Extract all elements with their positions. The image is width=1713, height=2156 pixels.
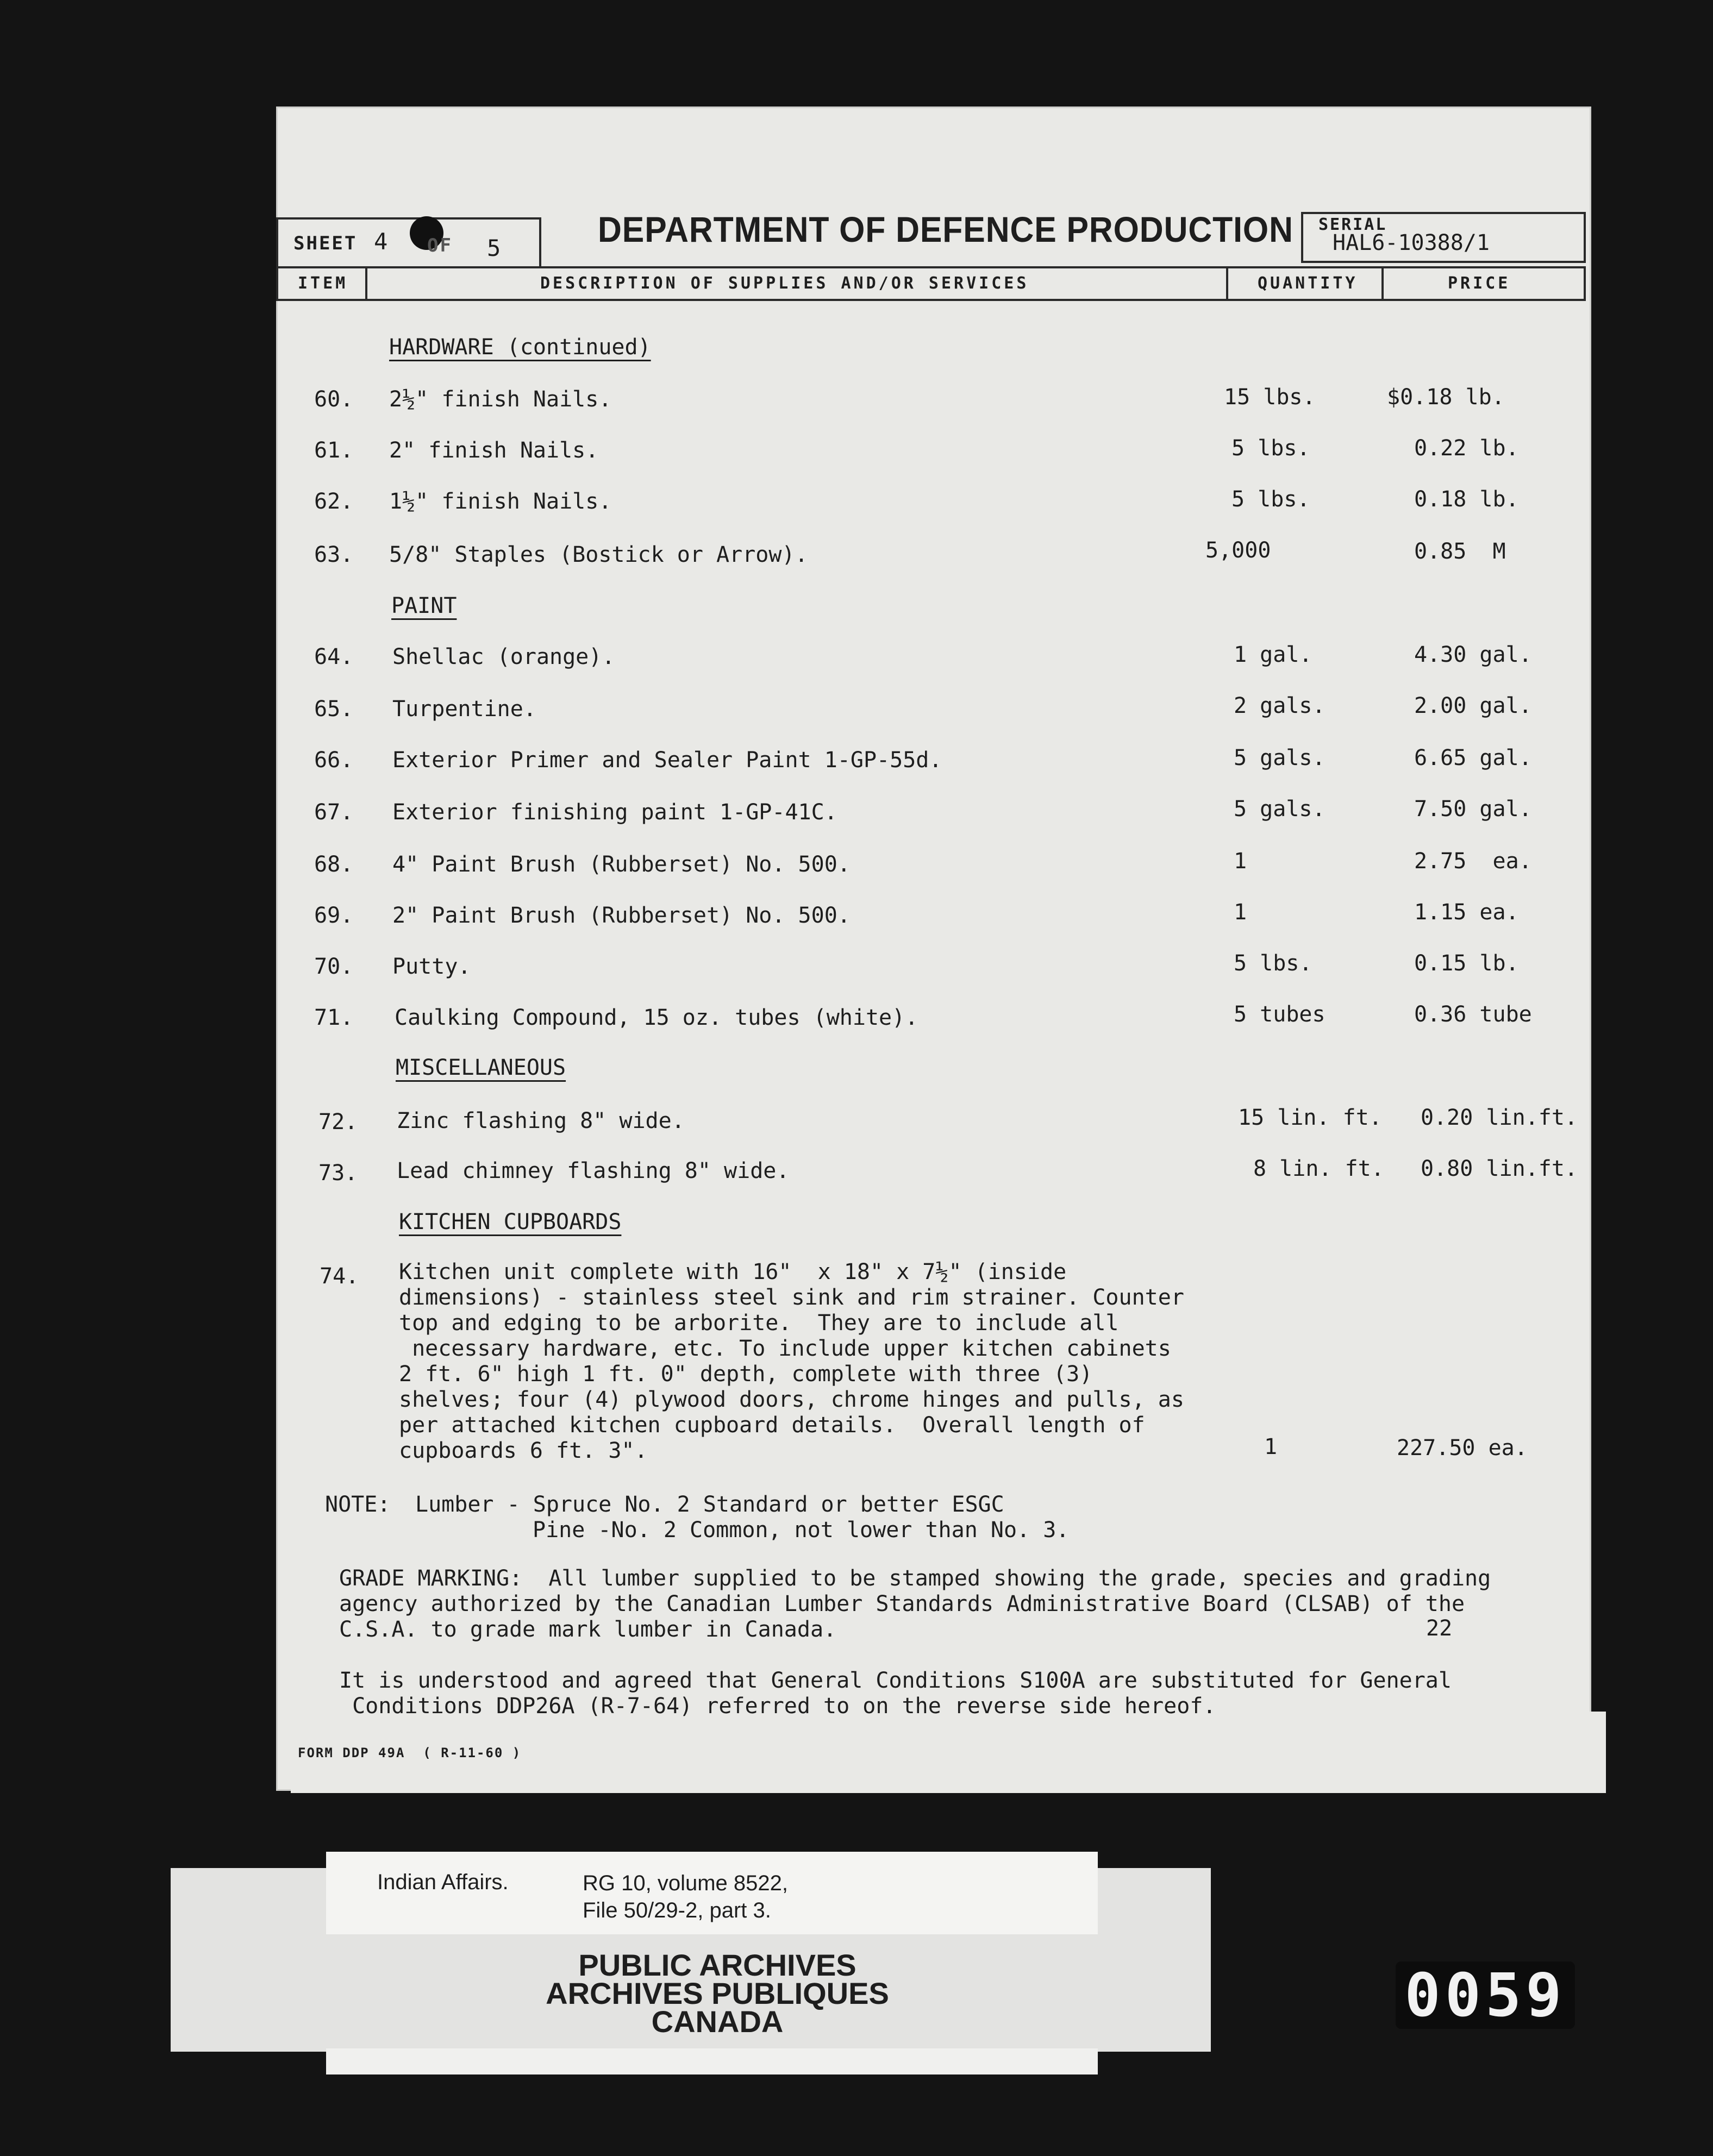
item-number: 65. [314, 697, 354, 722]
item-description: 2½" finish Nails. [389, 387, 612, 412]
item-price: 0.20 lin.ft. [1421, 1105, 1578, 1130]
col-qty-header: QUANTITY [1258, 274, 1358, 293]
col-desc-header: DESCRIPTION OF SUPPLIES AND/OR SERVICES [540, 274, 1029, 293]
item-74-line-5: 2 ft. 6" high 1 ft. 0" depth, complete with three (3) [399, 1362, 1093, 1387]
item-description: 2" finish Nails. [389, 438, 599, 463]
section-misc: MISCELLANEOUS [396, 1055, 566, 1080]
item-price: 2.00 gal. [1414, 693, 1532, 718]
item-description: 5/8" Staples (Bostick or Arrow). [389, 542, 808, 567]
item-quantity: 15 lin. ft. [1238, 1105, 1382, 1130]
archive-slip-right-2: File 50/29-2, part 3. [583, 1898, 771, 1922]
item-description: Putty. [392, 954, 471, 979]
note-line-2: Pine -No. 2 Common, not lower than No. 3. [533, 1518, 1070, 1543]
section-paint: PAINT [391, 593, 457, 618]
item-number: 72. [318, 1110, 358, 1135]
item-quantity: 5,000 [1205, 538, 1271, 563]
sheet-total: 5 [487, 235, 501, 261]
item-price: 1.15 ea. [1414, 900, 1519, 925]
item-number: 64. [314, 644, 354, 669]
item-description: Exterior finishing paint 1-GP-41C. [392, 800, 837, 825]
item-price: $0.18 lb. [1387, 385, 1505, 410]
item-price: 6.65 gal. [1414, 745, 1532, 770]
grade-marking-line-3: C.S.A. to grade mark lumber in Canada. [339, 1617, 837, 1642]
grade-marking-number: 22 [1426, 1616, 1453, 1641]
item-quantity: 5 lbs. [1234, 951, 1312, 976]
item-price: 227.50 ea. [1397, 1436, 1528, 1461]
item-price: 0.80 lin.ft. [1421, 1156, 1578, 1181]
item-price: 0.85 M [1414, 539, 1506, 564]
item-74-line-6: shelves; four (4) plywood doors, chrome hinges and pulls, as [399, 1387, 1184, 1412]
item-quantity: 5 lbs. [1231, 436, 1310, 461]
archive-title-3: CANADA [651, 2004, 784, 2039]
item-quantity: 5 gals. [1234, 745, 1326, 770]
item-number: 70. [314, 954, 354, 979]
archive-slip-right-1: RG 10, volume 8522, [583, 1871, 788, 1895]
item-quantity: 1 [1264, 1434, 1278, 1459]
item-quantity: 5 lbs. [1231, 487, 1310, 512]
item-description: Turpentine. [392, 697, 536, 722]
form-number: FORM DDP 49A ( R-11-60 ) [298, 1745, 522, 1760]
item-description: Caulking Compound, 15 oz. tubes (white). [395, 1005, 918, 1030]
item-quantity: 15 lbs. [1224, 385, 1316, 410]
item-number: 66. [314, 748, 354, 773]
item-price: 4.30 gal. [1414, 642, 1532, 667]
section-kitchen: KITCHEN CUPBOARDS [399, 1209, 622, 1234]
item-price: 0.15 lb. [1414, 951, 1519, 976]
section-hardware: HARDWARE (continued) [389, 335, 651, 360]
item-price: 7.50 gal. [1414, 797, 1532, 822]
item-number: 67. [314, 800, 354, 825]
item-quantity: 1 gal. [1234, 642, 1312, 667]
item-quantity: 1 [1234, 900, 1247, 925]
item-description: Exterior Primer and Sealer Paint 1-GP-55d. [392, 748, 942, 773]
item-description: Zinc flashing 8" wide. [397, 1108, 685, 1133]
note-label: NOTE: [325, 1492, 391, 1517]
page-title: DEPARTMENT OF DEFENCE PRODUCTION [598, 209, 1293, 249]
item-description: 2" Paint Brush (Rubberset) No. 500. [392, 903, 851, 928]
item-number: 63. [314, 542, 354, 567]
item-number: 61. [314, 438, 354, 463]
archive-title-2: ARCHIVES PUBLIQUES [546, 1976, 889, 2010]
item-74-line-1: Kitchen unit complete with 16" x 18" x 7½" (inside [399, 1259, 1067, 1284]
item-quantity: 1 [1234, 849, 1247, 874]
item-74-line-3: top and edging to be arborite. They are to include all [399, 1311, 1119, 1336]
archive-slip-lower [326, 2048, 1098, 2074]
archive-title-1: PUBLIC ARCHIVES [578, 1948, 856, 1982]
item-price: 0.36 tube [1414, 1002, 1532, 1027]
item-quantity: 5 gals. [1234, 797, 1326, 822]
item-number: 73. [318, 1161, 358, 1186]
item-description: 1½" finish Nails. [389, 489, 612, 514]
item-number: 74. [320, 1264, 359, 1289]
item-number: 68. [314, 852, 354, 877]
sheet-label: SHEET [293, 233, 358, 254]
serial-value: HAL6-10388/1 [1333, 230, 1490, 255]
archive-slip-left: Indian Affairs. [377, 1870, 509, 1894]
item-74-line-4: necessary hardware, etc. To include upper kitchen cabinets [399, 1336, 1171, 1361]
item-74-line-7: per attached kitchen cupboard details. Overall length of [399, 1413, 1145, 1438]
of-label: OF [427, 235, 453, 256]
general-conditions-line-2: Conditions DDP26A (R-7-64) referred to on the reverse side hereof. [339, 1694, 1216, 1719]
item-description: 4" Paint Brush (Rubberset) No. 500. [392, 852, 851, 877]
item-number: 71. [314, 1005, 354, 1030]
col-price-header: PRICE [1448, 274, 1511, 293]
item-number: 69. [314, 903, 354, 928]
item-number: 60. [314, 387, 354, 412]
general-conditions-line-1: It is understood and agreed that General Conditions S100A are substituted for General [339, 1668, 1452, 1693]
item-quantity: 8 lin. ft. [1253, 1156, 1384, 1181]
sheet-number: 4 [374, 228, 388, 255]
column-divider-3 [1381, 266, 1384, 299]
column-divider-1 [365, 266, 367, 299]
item-quantity: 5 tubes [1234, 1002, 1326, 1027]
grade-marking-line-2: agency authorized by the Canadian Lumber Standards Administrative Board (CLSAB) of the [339, 1591, 1465, 1616]
item-price: 2.75 ea. [1414, 849, 1532, 874]
item-description: Lead chimney flashing 8" wide. [397, 1158, 790, 1183]
col-item-header: ITEM [298, 274, 348, 293]
note-line-1: Lumber - Spruce No. 2 Standard or better ESGC [415, 1492, 1004, 1517]
frame-number: 0059 [1396, 1961, 1575, 2029]
column-divider-2 [1226, 266, 1228, 299]
item-price: 0.18 lb. [1414, 487, 1519, 512]
item-74-line-8: cupboards 6 ft. 3". [399, 1438, 648, 1463]
grade-marking-line-1: GRADE MARKING: All lumber supplied to be stamped showing the grade, species and grading [339, 1566, 1491, 1591]
serial-label: SERIAL [1318, 215, 1387, 234]
item-description: Shellac (orange). [392, 644, 615, 669]
item-quantity: 2 gals. [1234, 693, 1326, 718]
item-number: 62. [314, 489, 354, 514]
item-price: 0.22 lb. [1414, 436, 1519, 461]
item-74-line-2: dimensions) - stainless steel sink and rim strainer. Counter [399, 1285, 1184, 1310]
